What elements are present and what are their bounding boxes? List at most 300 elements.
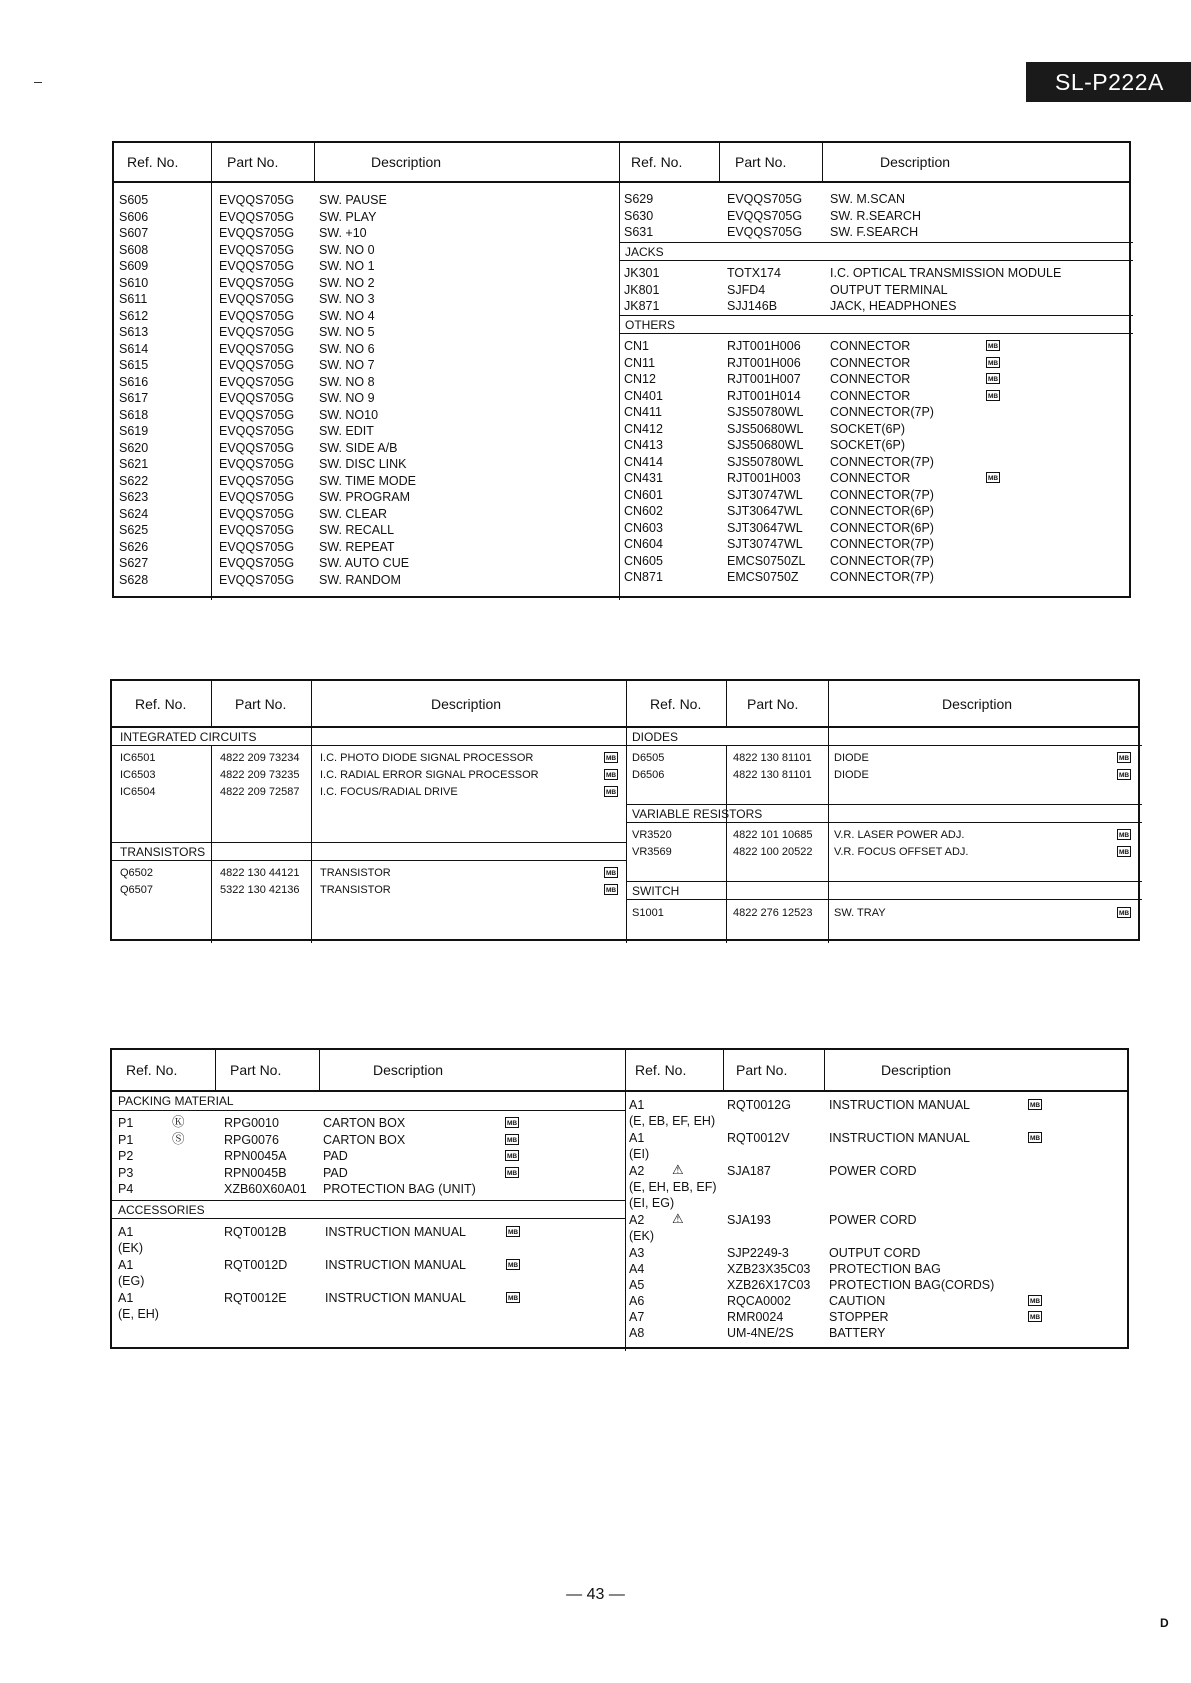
column-divider: [626, 681, 627, 943]
ref-no: S606: [119, 209, 149, 224]
description: CARTON BOX: [323, 1132, 406, 1147]
description: POWER CORD: [829, 1213, 917, 1227]
part-no: EVQQS705G: [727, 192, 803, 206]
parts-table-accessories: [110, 1048, 1129, 1349]
ref-no: S611: [119, 292, 148, 306]
ref-no: P2: [118, 1149, 134, 1163]
mb-symbol-icon: MB: [506, 1292, 520, 1303]
description: SW. NO 0: [319, 242, 375, 257]
mb-symbol-icon: MB: [1028, 1311, 1042, 1322]
model-badge: SL-P222A: [1026, 62, 1191, 102]
mb-symbol-icon: MB: [604, 867, 618, 878]
part-no: 4822 209 73234: [220, 752, 300, 764]
part-no: 4822 276 12523: [733, 907, 813, 919]
ref-no: CN604: [624, 537, 663, 551]
ref-no: CN412: [624, 421, 663, 436]
ref-no: A1: [118, 1258, 134, 1272]
ref-no: S620: [119, 440, 149, 455]
part-no: EVQQS705G: [219, 556, 295, 570]
part-no: 5322 130 42136: [220, 884, 300, 896]
column-header: Part No.: [736, 1062, 788, 1078]
description: CONNECTOR: [830, 471, 911, 485]
mb-symbol-icon: MB: [1117, 752, 1131, 763]
description: CONNECTOR(7P): [830, 487, 934, 502]
description: SW. TRAY: [834, 907, 886, 919]
part-no: RJT001H007: [727, 372, 801, 386]
description: CONNECTOR: [830, 339, 911, 353]
ref-no: S605: [119, 193, 149, 207]
ref-no: CN601: [624, 487, 663, 502]
part-no: SJS50780WL: [727, 454, 804, 469]
column-header: Description: [880, 154, 951, 170]
column-divider: [726, 681, 727, 726]
ref-no: CN414: [624, 454, 663, 469]
description: SW. RECALL: [319, 523, 395, 537]
description: CONNECTOR(6P): [830, 504, 934, 518]
destination-mark: Ⓚ: [172, 1115, 185, 1129]
mb-symbol-icon: MB: [986, 472, 1000, 483]
description: OUTPUT CORD: [829, 1246, 921, 1260]
part-no: 4822 130 44121: [220, 867, 300, 879]
parts-table-switches: [112, 141, 1131, 598]
part-no: EVQQS705G: [219, 374, 295, 389]
part-no: EVQQS705G: [219, 292, 295, 306]
ref-no: VR3569: [632, 846, 672, 858]
column-divider: [319, 1050, 320, 1090]
description: INSTRUCTION MANUAL: [325, 1291, 466, 1305]
description: INSTRUCTION MANUAL: [829, 1131, 970, 1145]
part-no: SJT30747WL: [727, 537, 803, 551]
column-divider: [211, 681, 212, 726]
ref-no: S618: [119, 407, 149, 422]
mb-symbol-icon: MB: [1028, 1132, 1042, 1143]
mb-symbol-icon: MB: [505, 1150, 519, 1161]
margin-mark: [34, 82, 42, 83]
part-no: EVQQS705G: [219, 209, 295, 224]
destination-note: (EG): [118, 1274, 145, 1288]
ref-no: S625: [119, 523, 149, 537]
column-divider: [726, 745, 727, 943]
mb-symbol-icon: MB: [505, 1134, 519, 1145]
row-divider: [112, 745, 626, 746]
section-title: OTHERS: [625, 318, 676, 332]
section-title: PACKING MATERIAL: [118, 1094, 234, 1108]
ref-no: D6505: [632, 752, 665, 764]
part-no: RPN0045B: [224, 1165, 287, 1180]
ref-no: D6506: [632, 769, 665, 781]
ref-no: CN605: [624, 553, 663, 568]
ref-no: Q6502: [120, 867, 154, 879]
description: SW. PROGRAM: [319, 490, 410, 504]
description: SOCKET(6P): [830, 438, 906, 452]
part-no: XZB60X60A01: [224, 1182, 307, 1196]
column-divider: [211, 745, 212, 943]
ref-no: S608: [119, 242, 149, 257]
ref-no: S630: [624, 208, 654, 223]
section-title: INTEGRATED CIRCUITS: [120, 730, 257, 744]
part-no: 4822 209 73235: [220, 769, 300, 781]
description: SW. SIDE A/B: [319, 440, 398, 455]
description: JACK, HEADPHONES: [830, 299, 957, 313]
mb-symbol-icon: MB: [1117, 907, 1131, 918]
row-divider: [626, 804, 1142, 805]
mb-symbol-icon: MB: [506, 1226, 520, 1237]
description: SW. NO 2: [319, 275, 375, 290]
mb-symbol-icon: MB: [986, 340, 1000, 351]
column-divider: [723, 1050, 724, 1090]
ref-no: S629: [624, 192, 654, 206]
corner-mark: D: [1160, 1616, 1169, 1630]
section-title: JACKS: [625, 245, 664, 259]
page-number: — 43 —: [566, 1586, 625, 1603]
part-no: RPG0010: [224, 1116, 279, 1130]
column-divider: [311, 681, 312, 943]
part-no: EVQQS705G: [219, 193, 295, 207]
ref-no: P3: [118, 1165, 134, 1180]
description: SW. DISC LINK: [319, 457, 407, 471]
part-no: RPG0076: [224, 1132, 279, 1147]
part-no: EVQQS705G: [219, 226, 295, 240]
description: SW. NO 6: [319, 341, 375, 356]
description: TRANSISTOR: [320, 884, 391, 896]
section-title: VARIABLE RESISTORS: [632, 807, 763, 821]
section-title: SWITCH: [632, 884, 680, 898]
description: SW. PAUSE: [319, 193, 387, 207]
row-divider: [619, 242, 1133, 243]
column-divider: [828, 681, 829, 943]
row-divider: [112, 860, 626, 861]
row-divider: [619, 333, 1133, 334]
row-divider: [619, 260, 1133, 261]
description: CONNECTOR: [830, 388, 911, 403]
description: SW. M.SCAN: [830, 192, 906, 206]
description: I.C. PHOTO DIODE SIGNAL PROCESSOR: [320, 752, 534, 764]
ref-no: A1: [629, 1131, 645, 1145]
destination-note: (E, EB, EF, EH): [629, 1114, 716, 1128]
column-header: Part No.: [227, 154, 279, 170]
ref-no: A7: [629, 1310, 645, 1324]
ref-no: S627: [119, 556, 149, 570]
row-divider: [626, 822, 1142, 823]
part-no: 4822 130 81101: [733, 769, 812, 781]
destination-note: (E, EH, EB, EF): [629, 1180, 717, 1194]
description: I.C. OPTICAL TRANSMISSION MODULE: [830, 266, 1062, 280]
row-divider: [626, 899, 1142, 900]
column-divider: [822, 143, 823, 181]
column-header: Ref. No.: [127, 154, 179, 170]
description: SW. NO 8: [319, 374, 375, 389]
part-no: SJFD4: [727, 282, 766, 297]
part-no: SJS50780WL: [727, 405, 804, 419]
column-header: Ref. No.: [631, 154, 683, 170]
section-title: DIODES: [632, 730, 679, 744]
ref-no: A2: [629, 1164, 645, 1178]
ref-no: CN431: [624, 471, 663, 485]
ref-no: VR3520: [632, 829, 672, 841]
part-no: SJT30747WL: [727, 487, 803, 502]
description: CONNECTOR(7P): [830, 405, 934, 419]
ref-no: S631: [624, 225, 654, 239]
description: SOCKET(6P): [830, 421, 906, 436]
description: I.C. RADIAL ERROR SIGNAL PROCESSOR: [320, 769, 539, 781]
ref-no: CN1: [624, 339, 650, 353]
ref-no: A1: [118, 1225, 134, 1239]
parts-table-circuits: [110, 679, 1140, 941]
ref-no: A1: [629, 1098, 645, 1112]
description: SW. NO 5: [319, 325, 375, 339]
ref-no: JK301: [624, 266, 660, 280]
mb-symbol-icon: MB: [1117, 846, 1131, 857]
description: STOPPER: [829, 1310, 889, 1324]
description: CARTON BOX: [323, 1116, 406, 1130]
part-no: EVQQS705G: [219, 440, 295, 455]
ref-no: A3: [629, 1246, 645, 1260]
column-divider: [314, 143, 315, 181]
ref-no: S609: [119, 259, 149, 273]
column-header: Ref. No.: [126, 1062, 178, 1078]
description: SW. R.SEARCH: [830, 208, 921, 223]
part-no: EVQQS705G: [727, 225, 803, 239]
ref-no: JK871: [624, 299, 660, 313]
description: SW. CLEAR: [319, 506, 388, 521]
description: INSTRUCTION MANUAL: [829, 1098, 970, 1112]
description: CONNECTOR(6P): [830, 520, 934, 535]
part-no: 4822 130 81101: [733, 752, 812, 764]
description: PAD: [323, 1149, 348, 1163]
ref-no: IC6504: [120, 786, 156, 798]
column-header: Description: [431, 695, 502, 712]
mb-symbol-icon: MB: [604, 884, 618, 895]
ref-no: A2: [629, 1213, 645, 1227]
table-header: [112, 681, 1138, 728]
column-divider: [719, 143, 720, 181]
description: CONNECTOR(7P): [830, 553, 934, 568]
mb-symbol-icon: MB: [986, 357, 1000, 368]
destination-mark: Ⓢ: [172, 1131, 185, 1146]
part-no: TOTX174: [727, 266, 781, 280]
part-no: EVQQS705G: [219, 490, 295, 504]
mb-symbol-icon: MB: [604, 786, 618, 797]
part-no: SJP2249-3: [727, 1246, 789, 1260]
description: DIODE: [834, 769, 869, 781]
description: SW. NO 4: [319, 308, 375, 323]
description: PROTECTION BAG: [829, 1262, 941, 1276]
description: V.R. FOCUS OFFSET ADJ.: [834, 846, 969, 858]
ref-no: CN401: [624, 388, 663, 403]
ref-no: JK801: [624, 282, 660, 297]
part-no: EVQQS705G: [727, 208, 803, 223]
mb-symbol-icon: MB: [1117, 829, 1131, 840]
description: SW. PLAY: [319, 209, 377, 224]
ref-no: S607: [119, 226, 149, 240]
ref-no: CN12: [624, 372, 656, 386]
ref-no: CN411: [624, 405, 662, 419]
mb-symbol-icon: MB: [986, 390, 1000, 401]
part-no: RJT001H006: [727, 355, 801, 370]
part-no: XZB23X35C03: [727, 1262, 811, 1276]
column-header: Description: [942, 695, 1013, 712]
description: POWER CORD: [829, 1164, 917, 1178]
description: SW. REPEAT: [319, 539, 395, 554]
table-header: [114, 143, 1129, 183]
row-divider: [112, 842, 626, 843]
column-header: Part No.: [230, 1062, 282, 1078]
description: SW. NO 9: [319, 391, 375, 405]
mb-symbol-icon: MB: [505, 1117, 519, 1128]
description: INSTRUCTION MANUAL: [325, 1225, 466, 1239]
row-divider: [112, 1218, 625, 1219]
part-no: SJS50680WL: [727, 421, 804, 436]
section-title: ACCESSORIES: [118, 1203, 205, 1217]
column-header: Description: [373, 1062, 444, 1078]
row-divider: [112, 1200, 625, 1201]
mb-symbol-icon: MB: [505, 1167, 519, 1178]
part-no: UM-4NE/2S: [727, 1326, 794, 1340]
ref-no: P1: [118, 1116, 134, 1130]
part-no: EVQQS705G: [219, 391, 295, 405]
part-no: EVQQS705G: [219, 275, 295, 290]
part-no: RQT0012E: [224, 1291, 287, 1305]
part-no: XZB26X17C03: [727, 1278, 811, 1292]
mb-symbol-icon: MB: [604, 752, 618, 763]
ref-no: CN602: [624, 504, 663, 518]
part-no: EVQQS705G: [219, 506, 295, 521]
part-no: 4822 209 72587: [220, 786, 300, 798]
mb-symbol-icon: MB: [1028, 1295, 1042, 1306]
description: PROTECTION BAG(CORDS): [829, 1278, 995, 1292]
column-header: Ref. No.: [135, 695, 187, 712]
column-header: Description: [371, 154, 442, 170]
ref-no: S619: [119, 424, 149, 438]
part-no: RQT0012B: [224, 1225, 287, 1239]
part-no: SJA187: [727, 1164, 771, 1178]
part-no: EVQQS705G: [219, 407, 295, 422]
part-no: RQCA0002: [727, 1294, 791, 1308]
ref-no: S616: [119, 374, 149, 389]
description: SW. AUTO CUE: [319, 556, 410, 570]
part-no: EVQQS705G: [219, 424, 295, 438]
ref-no: A4: [629, 1262, 645, 1276]
description: SW. NO10: [319, 407, 379, 422]
row-divider: [112, 1110, 625, 1111]
part-no: EVQQS705G: [219, 242, 295, 257]
ref-no: A5: [629, 1278, 645, 1292]
part-no: EVQQS705G: [219, 358, 295, 372]
row-divider: [626, 881, 1142, 882]
part-no: EVQQS705G: [219, 341, 295, 356]
description: BATTERY: [829, 1326, 886, 1340]
part-no: 4822 100 20522: [733, 846, 813, 858]
part-no: EVQQS705G: [219, 523, 295, 537]
description: SW. NO 1: [319, 259, 375, 273]
part-no: EVQQS705G: [219, 308, 295, 323]
part-no: RQT0012D: [224, 1258, 288, 1272]
description: CONNECTOR: [830, 372, 911, 386]
ref-no: A6: [629, 1294, 645, 1308]
mb-symbol-icon: MB: [986, 373, 1000, 384]
description: SW. F.SEARCH: [830, 225, 919, 239]
destination-note: (EI): [629, 1147, 650, 1161]
part-no: RJT001H006: [727, 339, 801, 353]
ref-no: S624: [119, 506, 149, 521]
part-no: 4822 101 10685: [733, 829, 813, 841]
part-no: EVQQS705G: [219, 473, 295, 488]
part-no: RPN0045A: [224, 1149, 287, 1163]
ref-no: CN413: [624, 438, 663, 452]
ref-no: CN11: [624, 355, 656, 370]
destination-note: (EI, EG): [629, 1196, 675, 1210]
ref-no: A1: [118, 1291, 134, 1305]
ref-no: S622: [119, 473, 149, 488]
column-header: Ref. No.: [635, 1062, 687, 1078]
ref-no: S628: [119, 572, 149, 587]
ref-no: S623: [119, 490, 149, 504]
description: TRANSISTOR: [320, 867, 391, 879]
mb-symbol-icon: MB: [1028, 1099, 1042, 1110]
mb-symbol-icon: MB: [1117, 769, 1131, 780]
column-header: Part No.: [735, 154, 787, 170]
description: SW. EDIT: [319, 424, 374, 438]
mb-symbol-icon: MB: [506, 1259, 520, 1270]
part-no: SJS50680WL: [727, 438, 804, 452]
ref-no: S615: [119, 358, 149, 372]
row-divider: [619, 315, 1133, 316]
part-no: RJT001H014: [727, 388, 801, 403]
ref-no: S610: [119, 275, 149, 290]
column-divider: [619, 143, 620, 600]
ref-no: S626: [119, 539, 149, 554]
part-no: RJT001H003: [727, 471, 801, 485]
part-no: RQT0012V: [727, 1131, 790, 1145]
description: SW. +10: [319, 226, 367, 240]
ref-no: S612: [119, 308, 149, 323]
ref-no: CN871: [624, 570, 663, 584]
ref-no: A8: [629, 1326, 645, 1340]
ref-no: S614: [119, 341, 149, 356]
description: CONNECTOR(7P): [830, 570, 934, 584]
destination-note: (E, EH): [118, 1307, 159, 1321]
ref-no: IC6503: [120, 769, 156, 781]
table-header: [112, 1050, 1127, 1092]
description: V.R. LASER POWER ADJ.: [834, 829, 965, 841]
description: I.C. FOCUS/RADIAL DRIVE: [320, 786, 458, 798]
ref-no: CN603: [624, 520, 663, 535]
description: CAUTION: [829, 1294, 886, 1308]
description: SW. NO 3: [319, 292, 375, 306]
description: PAD: [323, 1165, 348, 1180]
destination-note: (EK): [629, 1229, 654, 1243]
column-header: Description: [881, 1062, 952, 1078]
part-no: EVQQS705G: [219, 539, 295, 554]
column-divider: [824, 1050, 825, 1090]
description: SW. TIME MODE: [319, 473, 416, 488]
ref-no: P1: [118, 1132, 134, 1147]
part-no: EVQQS705G: [219, 457, 295, 471]
description: CONNECTOR(7P): [830, 454, 934, 469]
description: INSTRUCTION MANUAL: [325, 1258, 466, 1272]
ref-no: S617: [119, 391, 149, 405]
ref-no: P4: [118, 1182, 134, 1196]
ref-no: Q6507: [120, 884, 154, 896]
column-divider: [211, 143, 212, 600]
column-divider: [625, 1050, 626, 1351]
description: CONNECTOR: [830, 355, 911, 370]
part-no: SJT30647WL: [727, 504, 803, 518]
row-divider: [626, 745, 1142, 746]
description: DIODE: [834, 752, 869, 764]
part-no: SJJ146B: [727, 299, 778, 313]
ref-no: IC6501: [120, 752, 156, 764]
